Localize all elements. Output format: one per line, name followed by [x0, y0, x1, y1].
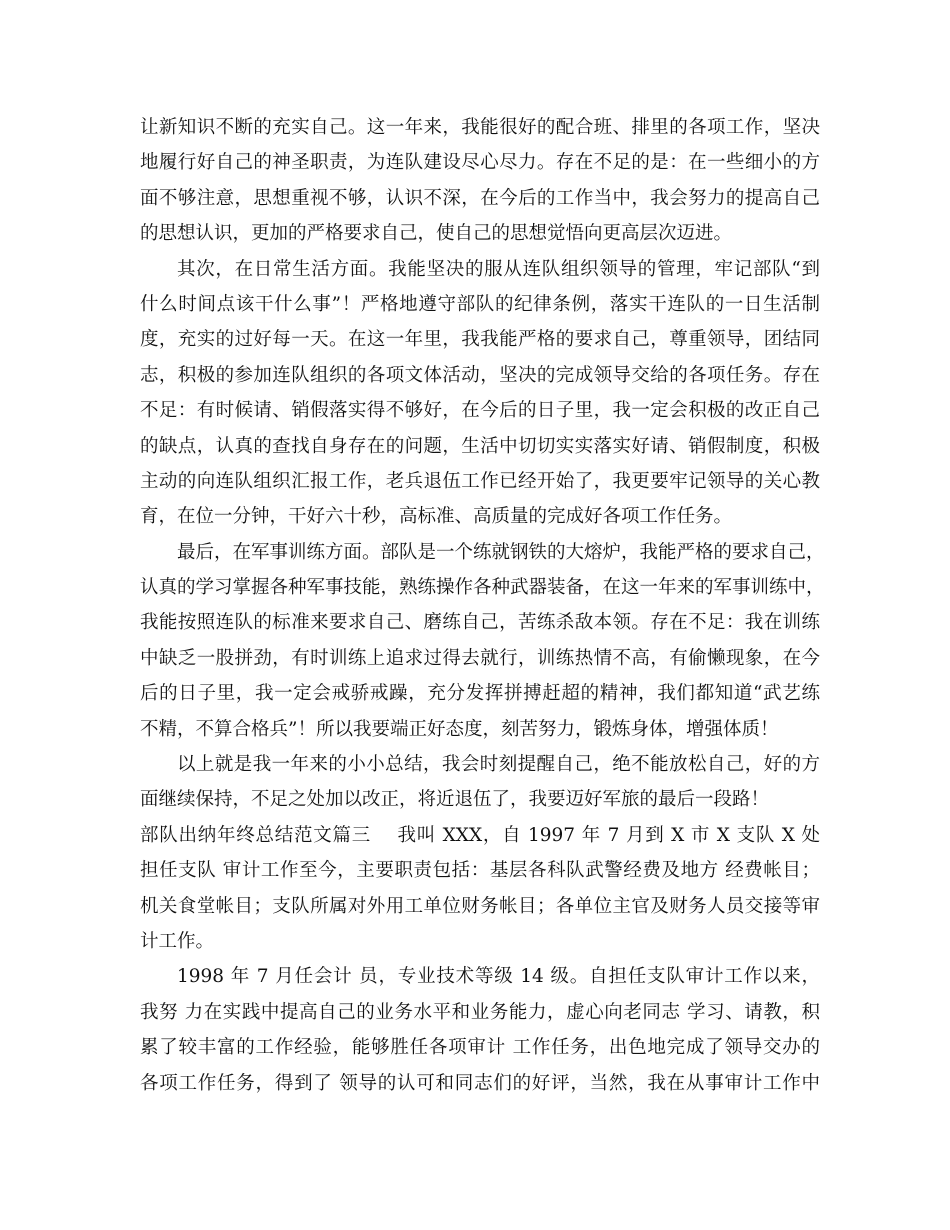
text-line: 让新知识不断的充实自己。这一年来，我能很好的配合班、排里的各项工作，坚决	[140, 117, 820, 138]
text-line: 担任支队 审计工作至今，主要职责包括：基层各科队武警经费及地方 经费帐目；	[140, 860, 820, 882]
text-line: 的思想认识，更加的严格要求自己，使自己的思想觉悟向更高层次迈进。	[140, 223, 733, 245]
text-line: 累了较丰富的工作经验，能够胜任各项审计 工作任务，出色地完成了领导交办的	[140, 1037, 820, 1059]
text-line: 志，积极的参加连队组织的各项文体活动，坚决的完成领导交给的各项任务。存在	[140, 364, 820, 386]
text-line: 地履行好自己的神圣职责，为连队建设尽心尽力。存在不足的是：在一些细小的方	[140, 152, 820, 174]
document-body	[140, 110, 825, 1101]
paragraph-first-line: 1998 年 7 月任会计 员，专业技术等级 14 级。自担任支队审计工作以来，	[177, 966, 820, 988]
text-line: 不精，不算合格兵”！所以我要端正好态度，刻苦努力，锻炼身体，增强体质！	[140, 718, 779, 740]
paragraph-first-line: 以上就是我一年来的小小总结，我会时刻提醒自己，绝不能放松自己，好的方	[177, 754, 820, 776]
text-line: 的缺点，认真的查找自身存在的问题，生活中切切实实落实好请、销假制度，积极	[140, 435, 820, 457]
text-line: 育，在位一分钟，干好六十秒，高标准、高质量的完成好各项工作任务。	[140, 506, 733, 528]
text-line: 我努 力在实践中提高自己的业务水平和业务能力，虚心向老同志 学习、请教，积	[140, 1001, 820, 1023]
text-line: 面继续保持，不足之处加以改正，将近退伍了，我要迈好军旅的最后一段路！	[140, 789, 770, 811]
text-line: 什么时间点该干什么事”！严格地遵守部队的纪律条例，落实干连队的一日生活制	[140, 293, 820, 315]
text-line: 我能按照连队的标准来要求自己、磨练自己，苦练杀敌本领。存在不足：我在训练	[140, 612, 820, 634]
text-line: 中缺乏一股拼劲，有时训练上追求过得去就行，训练热情不高，有偷懒现象，在今	[140, 647, 820, 669]
paragraph-first-line: 最后，在军事训练方面。部队是一个练就钢铁的大熔炉，我能严格的要求自己，	[177, 541, 825, 563]
text-line: 不足：有时候请、销假落实得不够好，在今后的日子里，我一定会积极的改正自己	[140, 400, 820, 422]
text-line: 后的日子里，我一定会戒骄戒躁，充分发挥拼搏赶超的精神，我们都知道“武艺练	[140, 683, 820, 705]
text-line: 机关食堂帐目；支队所属对外用工单位财务帐目；各单位主官及财务人员交接等审	[140, 895, 820, 917]
paragraph-first-line: 其次，在日常生活方面。我能坚决的服从连队组织领导的管理，牢记部队“到	[177, 258, 820, 280]
section-title-line: 部队出纳年终总结范文篇三 我叫 XXX，自 1997 年 7 月到 X 市 X 支队 X 处	[140, 824, 820, 846]
text-line: 认真的学习掌握各种军事技能，熟练操作各种武器装备，在这一年来的军事训练中，	[140, 577, 825, 599]
text-line: 面不够注意，思想重视不够，认识不深，在今后的工作当中，我会努力的提高自己	[140, 187, 820, 209]
text-line: 各项工作任务，得到了 领导的认可和同志们的好评，当然，我在从事审计工作中	[140, 1072, 820, 1094]
text-line: 度，充实的过好每一天。在这一年里，我我能严格的要求自己，尊重领导，团结同	[140, 329, 820, 351]
text-line: 计工作。	[140, 930, 215, 952]
text-line: 主动的向连队组织汇报工作，老兵退伍工作已经开始了，我更要牢记领导的关心教	[140, 470, 820, 492]
